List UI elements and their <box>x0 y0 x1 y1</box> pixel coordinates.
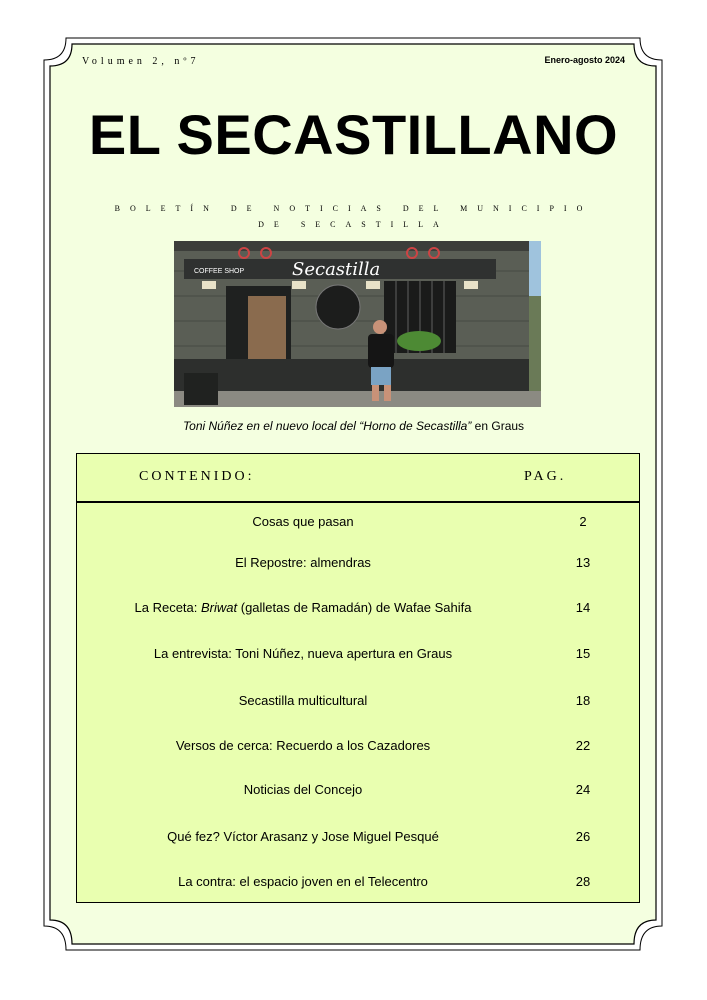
toc-heading: CONTENIDO: <box>139 469 255 484</box>
newsletter-subtitle: BOLETÍN DE NOTICIAS DEL MUNICIPIO DE SECASTILLA <box>114 204 593 229</box>
toc-entry-title: Cosas que pasan <box>252 514 354 529</box>
toc-entry <box>77 514 639 532</box>
toc-entry-page: 18 <box>575 693 591 708</box>
toc-header <box>77 454 639 503</box>
cover-photo <box>174 241 541 407</box>
toc-entry <box>77 693 639 711</box>
toc-entry-title: La contra: el espacio joven en el Telecentro <box>178 874 428 889</box>
toc-entry <box>77 782 639 800</box>
toc-entry-page: 15 <box>575 646 591 661</box>
toc-entry <box>77 738 639 756</box>
toc-entry-page: 22 <box>575 738 591 753</box>
coffee-shop-text: COFFEE SHOP <box>194 268 245 275</box>
toc-entry <box>77 600 639 618</box>
issue-volume: Volumen 2, nº7 <box>82 56 200 67</box>
cover-photo-illustration <box>174 241 541 407</box>
table-of-contents <box>76 453 640 903</box>
toc-title-emphasis: Briwat <box>201 600 238 615</box>
toc-entry-title: La entrevista: Toni Núñez, nueva apertura en Graus <box>153 646 453 661</box>
photo-caption <box>0 419 707 433</box>
toc-entry-page: 26 <box>575 829 591 844</box>
toc-entry-page: 13 <box>575 555 591 570</box>
toc-entry-title: Secastilla multicultural <box>238 693 368 708</box>
toc-entry <box>77 874 639 892</box>
sign-secastilla-text: Secastilla <box>292 259 381 280</box>
toc-entry-page: 14 <box>575 600 591 615</box>
toc-entry-page: 28 <box>575 874 591 889</box>
toc-entry <box>77 555 639 573</box>
issue-date: Enero-agosto 2024 <box>544 55 625 65</box>
caption-main-text: Toni Núñez en el nuevo local del “Horno de Secastilla” <box>182 419 472 433</box>
toc-entry <box>77 646 639 664</box>
toc-entry-page: 24 <box>575 782 591 797</box>
toc-entry-page: 2 <box>579 514 587 529</box>
toc-entry-title: Qué fez? Víctor Arasanz y Jose Miguel Pesqué <box>167 829 439 844</box>
toc-title-post: (galletas de Ramadán) de Wafae Sahifa <box>237 600 472 615</box>
newsletter-title: EL SECASTILLANO <box>88 103 619 166</box>
toc-page-heading: PAG. <box>524 469 567 484</box>
toc-entry-title: El Repostre: almendras <box>235 555 371 570</box>
toc-entry-title: Versos de cerca: Recuerdo a los Cazadores <box>175 738 431 753</box>
toc-entry <box>77 829 639 847</box>
caption-suffix-text: en Graus <box>471 419 525 433</box>
toc-title-pre: La Receta: <box>134 600 201 615</box>
toc-entry-title: Noticias del Concejo <box>243 782 363 797</box>
toc-entry-title <box>77 600 529 615</box>
